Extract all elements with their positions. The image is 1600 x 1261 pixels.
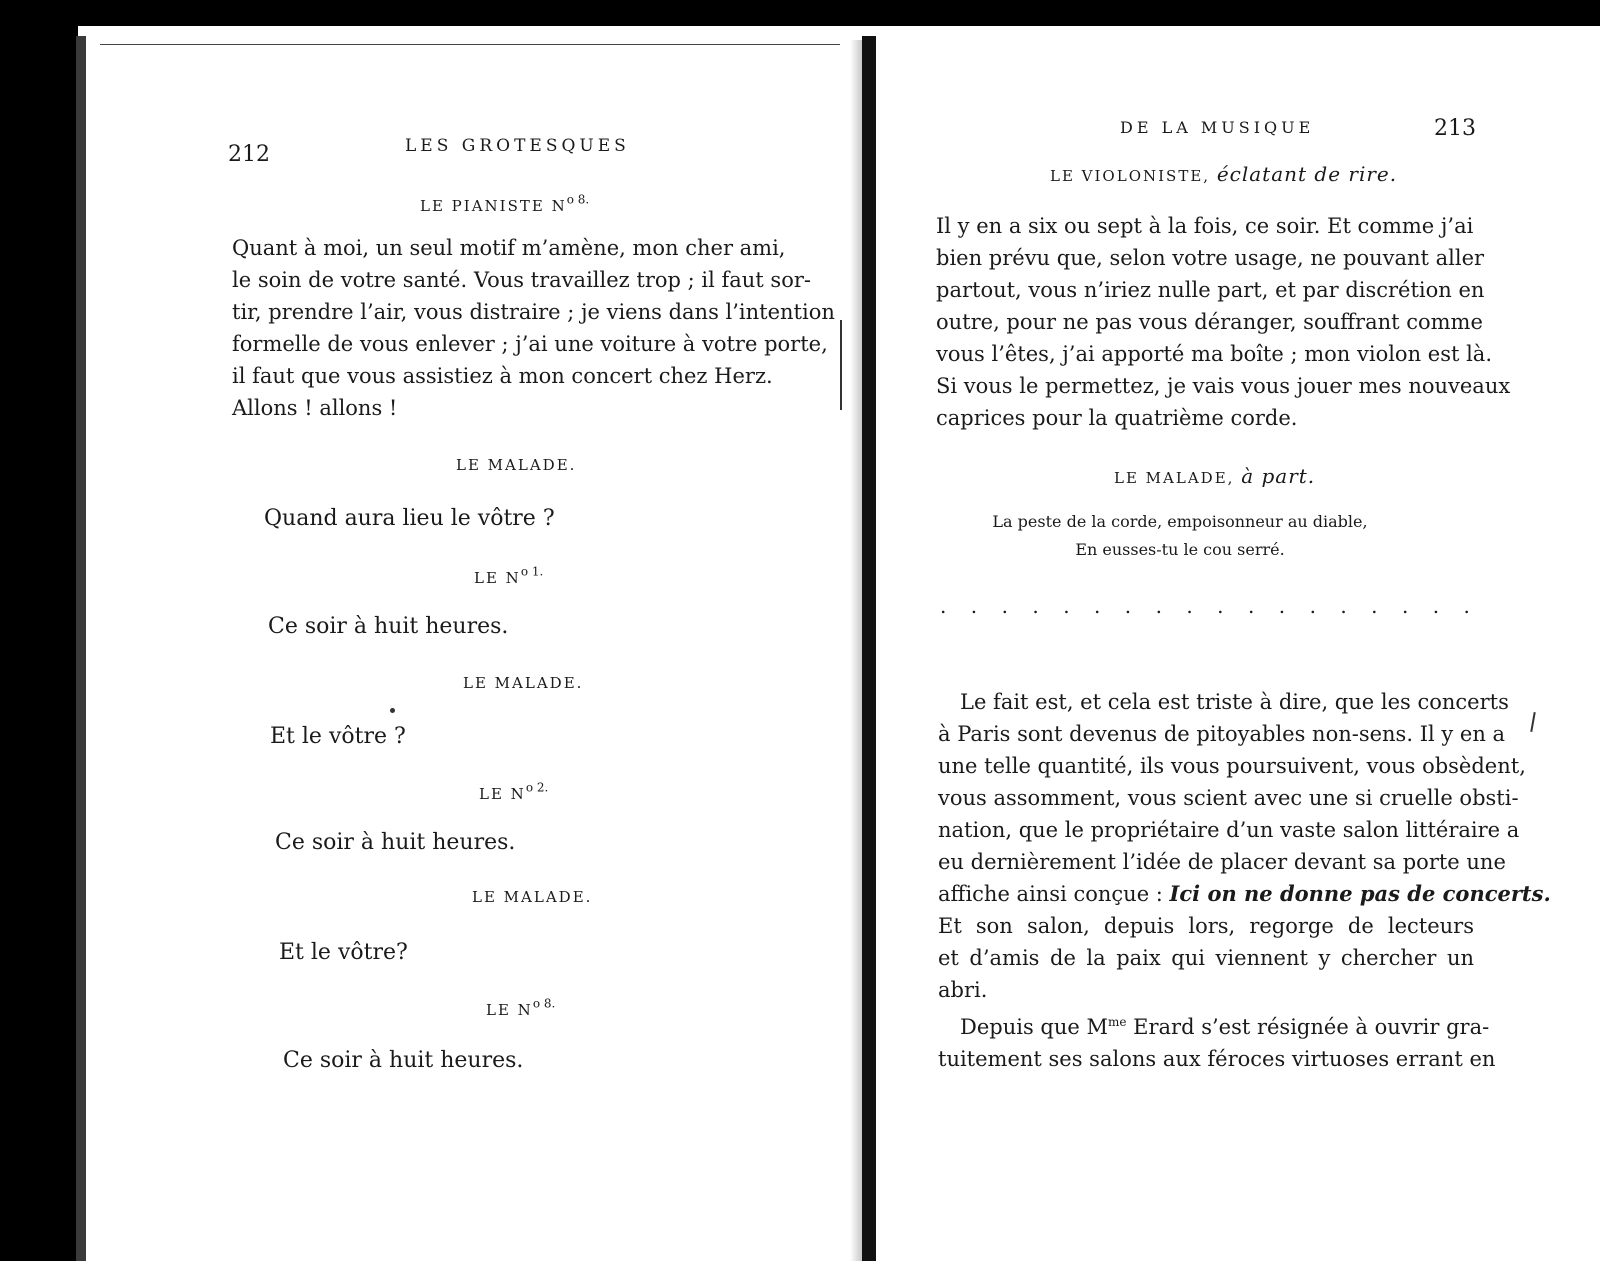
text-line: nation, que le propriétaire d’un vaste salon littéraire a xyxy=(938,818,1520,842)
text-line: il faut que vous assistiez à mon concert chez Herz. xyxy=(232,364,773,388)
dialogue-line: Ce soir à huit heures. xyxy=(275,830,516,855)
ellipsis-dot: . xyxy=(1063,594,1070,618)
speaker-heading: LE MALADE. xyxy=(472,888,593,906)
text-line: une telle quantité, ils vous poursuivent, vous obsèdent, xyxy=(938,754,1526,778)
book-gutter xyxy=(862,36,876,1261)
ellipsis-dot: . xyxy=(1032,594,1039,618)
ellipsis-dot: . xyxy=(1371,594,1378,618)
ellipsis-dot: . xyxy=(1093,594,1101,618)
ellipsis-dot: . xyxy=(940,594,947,618)
ellipsis-dot: . xyxy=(1001,594,1008,618)
text-line: Quant à moi, un seul motif m’amène, mon cher ami, xyxy=(232,236,786,260)
verse-line: En eusses-tu le cou serré. xyxy=(1075,540,1285,559)
text-line: abri. xyxy=(938,978,988,1002)
verse-quote xyxy=(980,508,1380,564)
running-head-right: DE LA MUSIQUE xyxy=(1120,118,1315,137)
text-line: le soin de votre santé. Vous travaillez trop ; il faut sor- xyxy=(232,268,811,292)
dialogue-line: Ce soir à huit heures. xyxy=(268,614,509,639)
ellipsis-dot: . xyxy=(1278,594,1286,618)
ellipsis-dot: . xyxy=(1124,594,1132,618)
scan-border-top xyxy=(0,0,1600,26)
text-line: affiche ainsi conçue : Ici on ne donne pas de concerts. xyxy=(938,881,1551,906)
scan-speck xyxy=(390,708,395,713)
text-line: vous assomment, vous scient avec une si cruelle obsti- xyxy=(938,786,1519,810)
text-line: Il y en a six ou sept à la fois, ce soir. Et comme j’ai xyxy=(936,214,1474,238)
ellipsis-dot: . xyxy=(1401,594,1409,618)
text-line: bien prévu que, selon votre usage, ne pouvant aller xyxy=(936,246,1485,270)
text-line: et d’amis de la paix qui viennent y chercher un xyxy=(938,946,1474,970)
speech-pianist xyxy=(232,232,835,424)
ellipsis-dot: . xyxy=(1309,594,1316,618)
ellipsis-dot: . xyxy=(1432,594,1440,618)
affiche-quote: Ici on ne donne pas de concerts. xyxy=(1169,881,1551,906)
text-line: formelle de vous enlever ; j’ai une voiture à votre porte, xyxy=(232,332,828,356)
stage-direction: à part. xyxy=(1241,464,1316,488)
text-line: Le fait est, et cela est triste à dire, que les concerts xyxy=(960,690,1509,714)
page-top-rule xyxy=(100,44,840,45)
speaker-heading: LE VIOLONISTE, éclatant de rire. xyxy=(1050,162,1398,186)
speaker-heading: LE $N^{o 1.}$ xyxy=(474,564,544,587)
ellipsis-dot: . xyxy=(1340,594,1347,618)
speaker-heading: LE MALADE, à part. xyxy=(1114,464,1316,488)
speaker-heading: LE MALADE. xyxy=(456,456,577,474)
text-line: Depuis que $M^{me}$ Erard s’est résignée à ouvrir gra- xyxy=(960,1015,1490,1039)
text-line: partout, vous n’iriez nulle part, et par discrétion en xyxy=(936,278,1485,302)
text-line: outre, pour ne pas vous déranger, souffrant comme xyxy=(936,310,1483,334)
stage-direction: éclatant de rire. xyxy=(1216,162,1398,186)
page-number-right: 213 xyxy=(1434,116,1476,141)
dialogue-line: Et le vôtre? xyxy=(279,940,408,965)
text-line: Allons ! allons ! xyxy=(232,396,398,420)
scan-mark xyxy=(840,320,842,410)
speaker-heading: LE $N^{o 2.}$ xyxy=(479,780,549,803)
superscript: me xyxy=(1107,1015,1127,1029)
ellipsis-dot: . xyxy=(1247,594,1255,618)
text-line: vous l’êtes, j’ai apporté ma boîte ; mon violon est là. xyxy=(936,342,1492,366)
text-line: Et son salon, depuis lors, regorge de lecteurs xyxy=(938,914,1474,938)
text-line: tuitement ses salons aux féroces virtuoses errant en xyxy=(938,1047,1496,1071)
dialogue-line: Ce soir à huit heures. xyxy=(283,1048,524,1073)
prose-concerts xyxy=(938,686,1551,1075)
left-page xyxy=(86,40,850,1261)
page-number-left: 212 xyxy=(228,142,270,167)
text-line: eu dernièrement l’idée de placer devant sa porte une xyxy=(938,850,1506,874)
dialogue-line: Quand aura lieu le vôtre ? xyxy=(264,506,555,531)
ellipsis-dot: . xyxy=(1155,594,1162,618)
scan-border-left xyxy=(0,0,78,1261)
ellipsis-dot: . xyxy=(970,594,978,618)
ellipsis-dot: . xyxy=(1463,594,1470,618)
speech-violinist xyxy=(936,210,1511,434)
text-line: caprices pour la quatrième corde. xyxy=(936,406,1298,430)
speaker-heading xyxy=(420,192,589,216)
ellipsis-dot: . xyxy=(1186,594,1193,618)
running-head-left: LES GROTESQUES xyxy=(405,136,630,156)
text-line: Si vous le permettez, je vais vous jouer mes nouveaux xyxy=(936,374,1511,398)
text-line: à Paris sont devenus de pitoyables non-sens. Il y en a xyxy=(938,722,1506,746)
speaker-heading: LE MALADE. xyxy=(463,674,584,692)
gutter-shadow xyxy=(850,40,862,1261)
ellipsis-dot: . xyxy=(1217,594,1224,618)
speaker-heading: LE $N^{o 8.}$ xyxy=(486,996,556,1019)
speaker-label: LE PIANISTE N xyxy=(420,197,567,215)
speaker-number: o 8. xyxy=(566,192,590,207)
verse-line: La peste de la corde, empoisonneur au diable, xyxy=(992,512,1368,531)
dialogue-line: Et le vôtre ? xyxy=(270,724,406,749)
book-edge-left xyxy=(76,36,86,1261)
ellipsis-row xyxy=(940,594,1470,618)
text-line: tir, prendre l’air, vous distraire ; je viens dans l’intention xyxy=(232,300,835,324)
